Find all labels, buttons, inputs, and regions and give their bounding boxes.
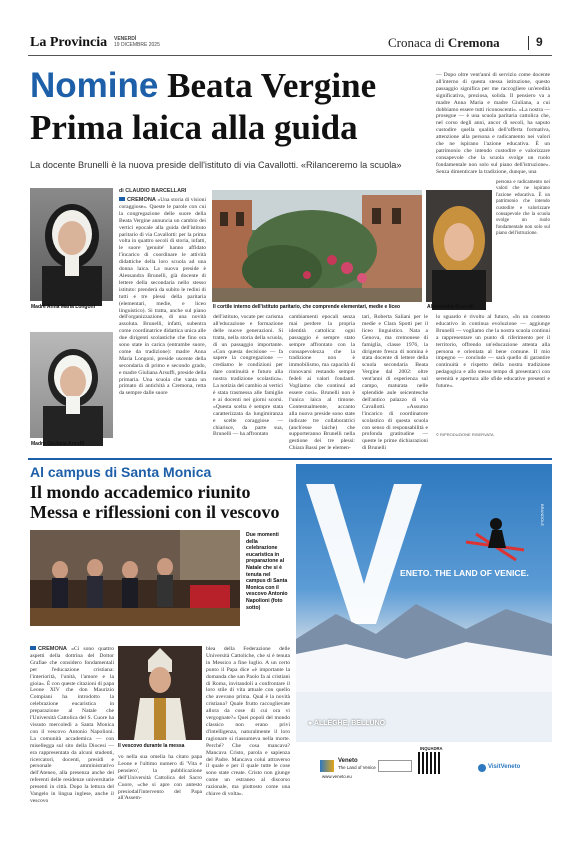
headline-accent: Nomine [30,66,159,105]
section-name [388,35,500,51]
visitveneto-logo-icon [478,764,486,772]
brand-sub: The Land of Venice [338,765,376,770]
ad-place-label: ALLEGHE, BELLUNO [313,720,386,727]
article1-column-5: — Dopo oltre vent'anni di servizio come docente all'interno di questa stessa istituzione, questo passaggio significa per me raccogliere un'eredità significativa, preziosa, solida. Il pensiero va a madre Anna Maria e madre Giuliana, a cui dobbiamo essere tutti riconoscenti». «La nostra — prosegue — è una scuola paritaria cattolica che, nel corso degli anni, ancor di secoli, ha saputo custodire quella qualità dell'offerta formativa, attenzione alla persona e radicamento nei valori che ne ispirano l'azione educativa. È un patrimonio che intendo custodire e valorizzare consapevole che la scuola svolge un ruolo fondamentale non solo sul piano dell'istruzione». Senza dimenticare la tradizione, dunque, una [436,72,550,175]
caption-arsuffi: Madre Giuliana Arsuffi [31,441,85,447]
brand-name: Veneto [338,758,358,764]
page-number: 9 [536,35,543,49]
article2-dateline-marker [30,646,36,650]
ad-url[interactable]: www.veneto.eu [322,774,352,779]
qr-label: INQUADRA [420,746,443,751]
article1-column-3: cambiamenti epocali senza mai perdere la propria identità cattolica: ogni passaggio è sempre stato sempre affrontato con la consapevolezza che la tradizione non è immobilismo, ma capacità di rinnovarsi restando sempre fedeli ai valori fondanti. Vogliamo che continui ad essere così». Brunelli non è l'unica laica al timone. Contestualmente, accanto alla nuova preside sono state indicate tre collaboratrici (anch'esse laiche) che supporteranno Brunelli nella gestione dei tre plessi: Chiara Bassi per le elemen- [289,314,355,452]
header-day: VENERDÌ [114,36,137,42]
ad-place [308,720,385,727]
headline-line-1 [30,68,376,104]
visitveneto-label: VisitVeneto [488,764,521,770]
article2-side-caption: Due momenti della celebrazione eucaristica in preparazione al Natale che si è tenuta nel campus di Santa Monica con il vescovo Antonio Napolioni (foto sotto) [246,532,288,611]
caption-vescovo: Il vescovo durante la messa [118,743,185,749]
section-prefix: Cronaca di [388,35,445,50]
byline: di CLAUDIO BARCELLARI [119,188,187,194]
headline-main-1: Beata Vergine [167,66,377,105]
header-divider [528,36,529,50]
ad-footer [296,742,552,814]
article1-column-1 [119,197,206,445]
dateline-marker [119,197,125,201]
ad-credit: BRANDOLE [540,504,545,527]
article1-col1-text: «Una storia di visioni coraggiose». Queste le parole con cui la congregazione delle suore della Beata Vergine annuncia un cambio dei vertici epocale alla guida dell'istituto paritario di via Cavallotti: per la prima volta in quattro secoli di storia, infatti, le suore 'genuite' hanno affidato l'incarico di coordinare le attività didattiche della loro scuola ad una donna laica. La nuova preside è Alessandra Brunelli, già docente di lettere della secondaria nello stesso istituto: prenderà da subito le redini di tutti e tre plessi della paritaria (elementari, medie, e liceo linguistico). Si tratta, anche sul piano dell'organizzazione, di una novità assoluta. Brunelli, infatti, subentra come coordinatrice didattica unica alle due dirigenti scolastiche che fino ora sono state in carica (entrambe suore, come da tradizione): madre Anna Maria Longoni, preside uscente della secondaria di primo e secondo grado, e madre Giuliana Arsuffi, preside della primaria. Una scuola che vanta un primato di antichità a Cremona, retta da sempre dalle suore [119,197,206,397]
header-date: 19 DICEMBRE 2025 [114,42,160,48]
article1-column-4: tari, Roberta Saliani per le medie e Clara Spotti per il liceo linguistico. Nata a Genova, ma cremonese di famiglia, classe 1976, la dirigente fresca di nomina è stata docente di lettere della scuola secondaria Beata Vergine dal 2002: oltre vent'anni di esperienza sul campo, maturata nelle splendide aule seicentesche dell'antico palazzo di via Cavallotti. «Assumo l'incarico di coordinatore scolastico di questa scuola con senso di responsabilità e profonda gratitudine — queste le prime dichiarazioni di Brunelli [362,314,428,452]
qr-code-icon[interactable] [418,752,440,774]
partner-logo-icon [378,760,412,772]
ad-veneto [296,464,552,742]
section-city: Cremona [447,35,500,50]
ad-tagline: ENETO. THE LAND OF VENICE. [400,568,529,578]
caption-cortile: Il cortile interno dell'istituto paritario, che comprende elementari, medie e liceo [213,304,401,310]
ad-illustration [296,464,552,742]
masthead [28,33,552,55]
article1-col5-cont: persona e radicamento nei valori che ne ispirano l'azione educativa. È un patrimonio che intendo custodire e valorizzare consapevole che la scuola svolge un ruolo fondamentale non solo sul piano dell'istruzione. [496,180,550,237]
article2-column-3: blea della Federazione delle Università Cattoliche, che si è tenuta in Messico a fine luglio. A un certo punto il Papa dice «è importante la domanda che san Paolo fa ai cristiani di Roma, invitandoli a confrontare il loro stile di vita attuale con quello che avevano prima. Qual è la novità cristiana? Quale frutto raccoglievate allora da cose di cui ora vi vergognate?» Quei popoli del mondo classico non erano privi d'intelligenza, naturalmente il loro ragionare si riassumeva nella morte. Perché? Che cosa mancava? Mancava Cristo, parola e sapienza del Padre. Mancava colui attraverso il quale e per il quale tutte le cose sono state create. Cristo non giunge come un estraneo al discorso razionale, ma piuttosto come una chiave di volta». [206,646,290,798]
article1-column-5-narrow [496,180,550,310]
article2-column-2: vo nella sua omelia ha citato papa Leone e l'ultimo numero di 'Vita e pensiero', la pubblicazione dell'Università Cattolica del Sacro Cuore, «che si apre con antesto presiodall'intervento del Papa all'Assem- [118,754,202,802]
brand-logo-icon [320,760,334,772]
copyright-note: © RIPRODUZIONE RISERVATA [436,432,494,437]
article2-headline-2: Messa e riflessioni con il vescovo [30,502,280,522]
article2-col1-text: «Ci sono quattro aspetti della dottrina del Dottor Grafiae che considero fondamentali per l'educazione cristiana: l'interiorità, l'unità, l'amore e la gioia». È con queste citazioni di papa Leone XIV che don Maurizio Compiani ha introdotto la celebrazione eucaristica in preparazione al Natale che l'Università Cattolica del S. Cuore ha vissuto mercoledì a Santa Monica con il vescovo Antonio Napolioni. La comunità accademica — con misellegga sul sito della Diocesi — era rappresentata da alcuni studenti, ricercatori, docenti, presidi e personale amministrativo dell'Ateneo, alla presenza anche dei referenti delle residenze universitarie presenti in città. Dopo la lettura del Vangelo in lingua inglese, anche il vescovo [30,646,114,804]
article1-column-5-bottom: lo sguardo è rivolto al futuro, «In un contesto educativo in continua evoluzione — aggiunge Brunelli — vogliamo che la nostra scuola continui a rappresentare un punto di riferimento per il territorio, offrendo un'educazione attenta alla persona e orientata al bene comune. Il mio impegno — conclude — sarà quello di garantire continuità e rispetto della nostra tradizione pedagogica e allo stesso tempo di presentarci con serenità e apertura alle sfide educative presenti e future». [436,314,550,390]
photo-cortile [212,190,422,302]
caption-brunelli: Alessandra Brunelli [427,304,474,310]
article-subtitle: La docente Brunelli è la nuova preside dell'istituto di via Cavallotti. «Rilanceremo la scuola» [30,160,402,170]
location-pin-icon: ● [308,720,313,727]
photo-longoni [30,188,113,301]
article1-column-2: dell'istituto, vocate per carisma all'educazione e formazione delle nuove generazioni. Si tratta, nella storia della scuola, di un passaggio importante. «Con questa decisione — fa sapere la congregazione — crediamo le condizioni per dare continuità e futuro alla nostra tradizione scolastica». La notizia del cambio ai vertici è stata trasmessa alle famiglie e ai docenti nei giorni scorsi. «Questa scelta è sempre stata caratterizzata da lungimiranza e scelte coraggiose — chiarisce, da parte sua, Brunelli — ha affrontato [213,314,283,438]
photo-arsuffi [30,332,113,438]
caption-longoni: Madre Anna Maria Longoni [31,304,95,310]
headline-line-2: Prima laica alla guida [30,108,358,147]
paper-name: La Provincia [30,35,108,50]
dateline: CREMONA [127,197,156,203]
article2-dateline: CREMONA [38,646,67,652]
photo-messa [30,530,240,626]
section-divider [28,458,552,460]
article2-kicker: Al campus di Santa Monica [30,464,212,480]
article2-column-1 [30,646,114,812]
article2-headline-1: Il mondo accademico riunito [30,482,251,502]
header-rule [28,55,552,56]
photo-vescovo [118,646,202,740]
photo-brunelli [426,190,492,302]
